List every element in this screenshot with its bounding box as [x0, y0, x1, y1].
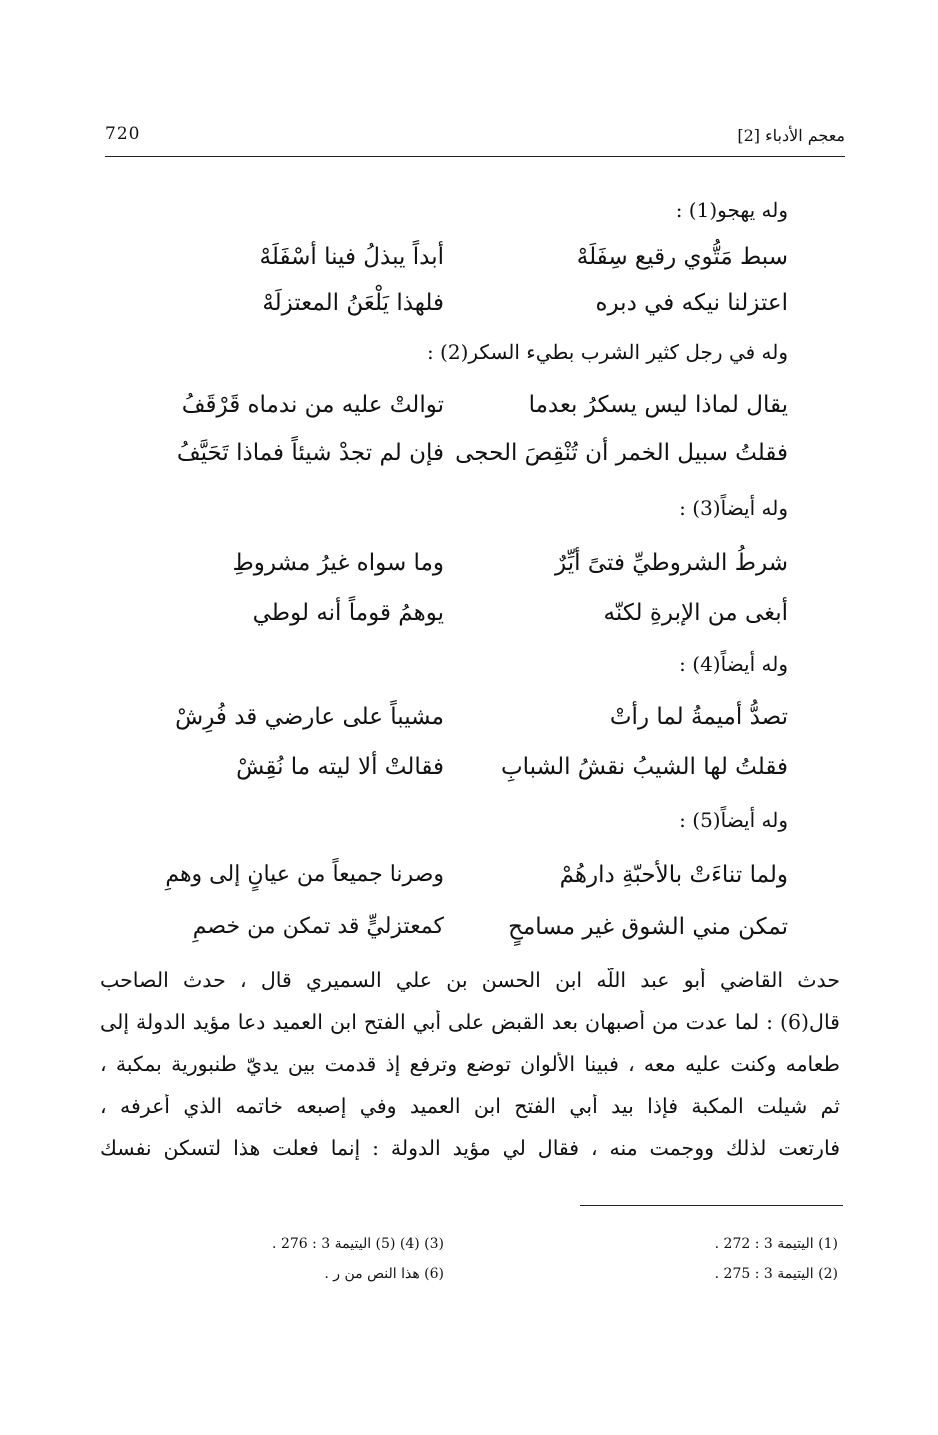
verse-second-hemistich: فلهذا يَلْعَنُ المعتزلَهْ	[262, 290, 444, 316]
verse-second-hemistich: يوهمُ قوماً أنه لوطي	[252, 600, 444, 626]
page-header	[105, 122, 845, 157]
footnote-separator	[580, 1205, 843, 1206]
verse-first-hemistich: تمكن مني الشوق غير مسامحٍ	[508, 914, 788, 940]
verse-first-hemistich: ولما تناءَتْ بالأحبّةِ دارهُمْ	[559, 862, 788, 888]
footnote: (1) اليتيمة 3 : 272 .	[714, 1236, 838, 1252]
verse-first-hemistich: أبغى من الإبرةِ لكنّه	[603, 600, 788, 626]
verse-first-hemistich: اعتزلنا نيكه في دبره	[595, 290, 788, 316]
prose-line: ثم شيلت المكبة فإذا بيد أبي الفتح ابن العميد وفي إصبعه خاتمه الذي أعرفه ،	[100, 1094, 840, 1118]
footnote: (2) اليتيمة 3 : 275 .	[714, 1266, 838, 1282]
page-number: 720	[105, 124, 141, 144]
verse-second-hemistich: وصرنا جميعاً من عيانٍ إلى وهمِ	[165, 862, 444, 887]
footnote: (6) هذا النص من ر .	[324, 1266, 444, 1282]
verse-second-hemistich: كمعتزليٍّ قد تمكن من خصمِ	[192, 914, 444, 939]
verse-first-hemistich: شرطُ الشروطيِّ فتىً أيِّرٌ	[555, 550, 788, 576]
poem-intro: وله في رجل كثير الشرب بطيء السكر(2) :	[426, 340, 788, 364]
verse-first-hemistich: فقلتُ سبيل الخمر أن تُنْقِصَ الحجى	[455, 440, 788, 466]
verse-second-hemistich: فإن لم تجدْ شيئاً فماذا تَحَيَّفُ	[176, 440, 444, 466]
verse-second-hemistich: توالتْ عليه من ندماه قَرْقَفُ	[181, 392, 444, 418]
verse-first-hemistich: يقال لماذا ليس يسكرُ بعدما	[528, 392, 788, 418]
verse-second-hemistich: مشيباً على عارضي قد فُرِشْ	[175, 704, 444, 730]
verse-first-hemistich: فقلتُ لها الشيبُ نقشُ الشبابِ	[500, 754, 788, 780]
prose-line: فارتعت لذلك ووجمت منه ، فقال لي مؤيد الدولة : إنما فعلت هذا لتسكن نفسك	[100, 1136, 840, 1160]
prose-line: حدث القاضي أبو عبد اللّه ابن الحسن بن علي السميري قال ، حدث الصاحب	[100, 968, 840, 992]
verse-first-hemistich: سبط مَتُّوي رقيع سِفَلَهْ	[576, 244, 788, 270]
prose-line: طعامه وكنت عليه معه ، فبينا الألوان توضع وترفع إذ قدمت بين يديّ طنبورية بمكبة ،	[100, 1052, 840, 1076]
poem-intro: وله يهجو(1) :	[675, 198, 788, 222]
verse-first-hemistich: تصدُّ أميمةُ لما رأتْ	[609, 704, 788, 730]
prose-line: قال(6) : لما عدت من أصبهان بعد القبض على أبي الفتح ابن العميد دعا مؤيد الدولة إلى	[100, 1010, 840, 1034]
footnote: (3) (4) (5) اليتيمة 3 : 276 .	[272, 1236, 444, 1252]
verse-second-hemistich: وما سواه غيرُ مشروطِ	[232, 550, 444, 576]
poem-intro: وله أيضاً(3) :	[679, 496, 788, 520]
verse-second-hemistich: أبداً يبذلُ فينا أسْفَلَهْ	[259, 244, 444, 270]
poem-intro: وله أيضاً(5) :	[679, 808, 788, 832]
book-title: معجم الأدباء [2]	[737, 126, 845, 145]
poem-intro: وله أيضاً(4) :	[679, 652, 788, 676]
verse-second-hemistich: فقالتْ ألا ليته ما نُقِشْ	[236, 754, 444, 780]
